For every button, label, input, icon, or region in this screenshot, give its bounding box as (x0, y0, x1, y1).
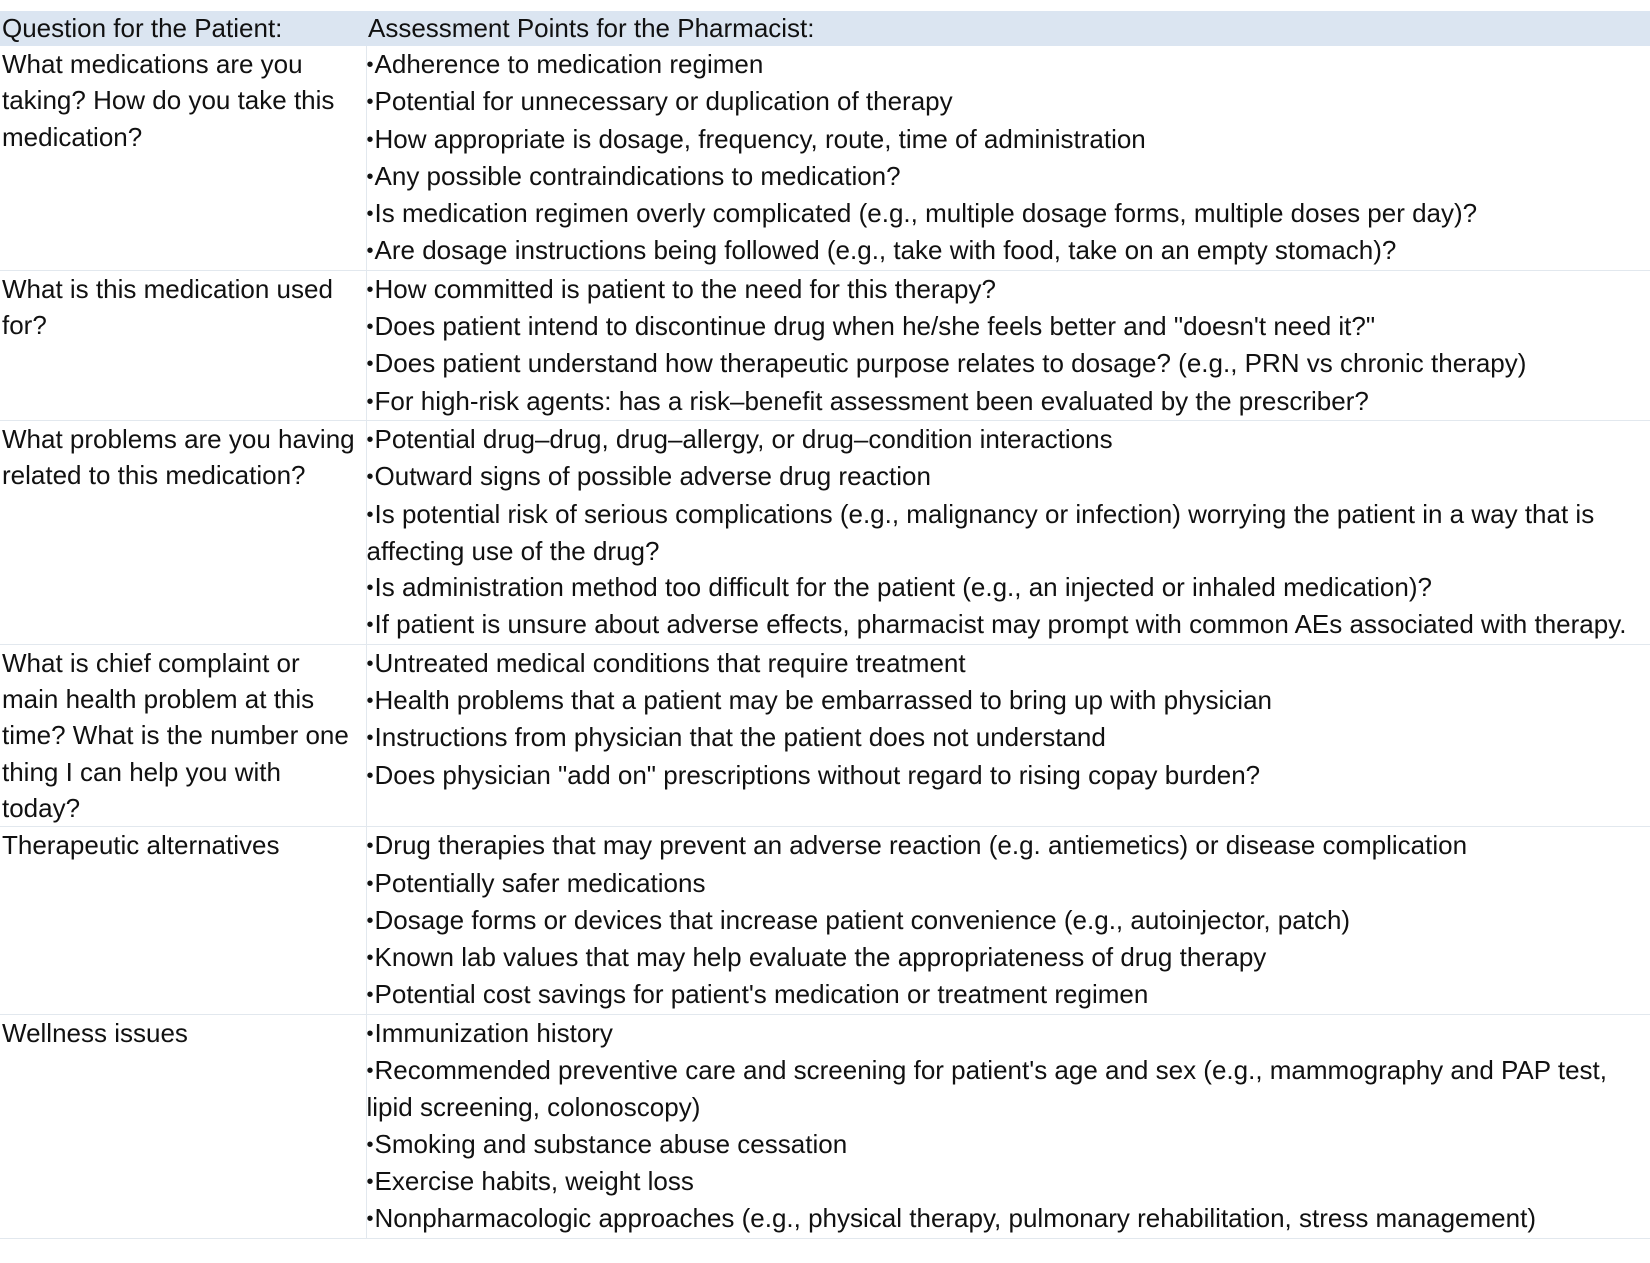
bullet-icon: • (366, 1060, 374, 1083)
table-row (0, 46, 1650, 270)
bullet-icon: • (366, 577, 374, 600)
bullet-icon: • (366, 316, 374, 339)
bullet-icon: • (366, 835, 374, 858)
assessment-point-text: Untreated medical conditions that require treatment (374, 647, 966, 678)
bullet-icon: • (366, 91, 374, 114)
assessment-point (367, 232, 1631, 269)
bullet-icon: • (366, 1022, 374, 1045)
assessment-point-text: Immunization history (374, 1017, 613, 1048)
bullet-icon: • (366, 947, 374, 970)
assessment-point-text: If patient is unsure about adverse effects, pharmacist may prompt with common AEs associated with therapy. (374, 609, 1627, 640)
bullet-icon: • (366, 390, 374, 413)
assessment-point (367, 158, 1631, 195)
bullet-icon: • (366, 353, 374, 376)
assessment-point (367, 345, 1631, 382)
assessment-point (367, 1015, 1631, 1052)
assessment-point (367, 1200, 1631, 1237)
bullet-icon: • (366, 1133, 374, 1156)
table-row (0, 1014, 1650, 1238)
assessment-point-list (367, 46, 1631, 270)
pharmacist-assessment-table (0, 11, 1650, 1239)
assessment-points (366, 270, 1650, 420)
patient-question: What is this medication used for? (0, 270, 366, 420)
assessment-point-text: Potential for unnecessary or duplication of therapy (374, 86, 953, 117)
patient-question: Wellness issues (0, 1014, 366, 1238)
assessment-point-text: Dosage forms or devices that increase patient convenience (e.g., autoinjector, patch) (374, 904, 1351, 935)
assessment-point-text: Potential drug–drug, drug–allergy, or drug–condition interactions (374, 423, 1113, 454)
assessment-point-text: Any possible contraindications to medication? (374, 160, 901, 191)
assessment-point-text: How committed is patient to the need for this therapy? (374, 273, 996, 304)
table-row (0, 270, 1650, 420)
patient-question: What is chief complaint or main health problem at this time? What is the number one thing I can help you with today? (0, 644, 366, 826)
bullet-icon: • (366, 614, 374, 637)
bullet-icon: • (366, 909, 374, 932)
assessment-point-text: Exercise habits, weight loss (374, 1165, 694, 1196)
patient-question: What problems are you having related to this medication? (0, 420, 366, 644)
bullet-icon: • (366, 764, 374, 787)
assessment-point-text: Is potential risk of serious complications (e.g., malignancy or infection) worrying the patient in a way that is affecting use of the drug? (366, 498, 1595, 566)
assessment-point-text: Are dosage instructions being followed (e.g., take with food, take on an empty stomach)? (374, 235, 1397, 266)
pharmacist-assessment-table-container (0, 11, 1650, 1239)
assessment-point (367, 757, 1631, 794)
header-question: Question for the Patient: (0, 11, 366, 46)
assessment-point (367, 902, 1631, 939)
assessment-point-text: Health problems that a patient may be embarrassed to bring up with physician (374, 685, 1272, 716)
assessment-point-text: Outward signs of possible adverse drug reaction (374, 461, 931, 492)
assessment-point (367, 271, 1631, 308)
assessment-point (367, 83, 1631, 120)
table-body (0, 46, 1650, 1238)
bullet-icon: • (366, 1208, 374, 1231)
bullet-icon: • (366, 466, 374, 489)
assessment-point (367, 569, 1631, 606)
table-row (0, 420, 1650, 644)
assessment-point-text: Does patient understand how therapeutic purpose relates to dosage? (e.g., PRN vs chronic therapy) (374, 348, 1527, 379)
assessment-point-text: Known lab values that may help evaluate the appropriateness of drug therapy (374, 942, 1267, 973)
assessment-point-text: Potential cost savings for patient's medication or treatment regimen (374, 979, 1149, 1010)
bullet-icon: • (366, 652, 374, 675)
bullet-icon: • (366, 278, 374, 301)
header-row (0, 11, 1650, 46)
assessment-point (367, 1052, 1631, 1126)
patient-question: Therapeutic alternatives (0, 827, 366, 1014)
bullet-icon: • (366, 128, 374, 151)
assessment-point (367, 308, 1631, 345)
assessment-point (367, 865, 1631, 902)
assessment-point-list (367, 421, 1631, 644)
assessment-point-list (367, 1015, 1631, 1238)
bullet-icon: • (366, 1170, 374, 1193)
assessment-point (367, 1163, 1631, 1200)
assessment-points (366, 1014, 1650, 1238)
bullet-icon: • (366, 727, 374, 750)
assessment-points (366, 420, 1650, 644)
bullet-icon: • (366, 690, 374, 713)
assessment-point (367, 46, 1631, 83)
assessment-point-text: Is medication regimen overly complicated (e.g., multiple dosage forms, multiple doses per day)? (374, 198, 1478, 229)
assessment-point-text: Drug therapies that may prevent an adverse reaction (e.g. antiemetics) or disease complication (374, 830, 1468, 861)
assessment-point-text: Smoking and substance abuse cessation (374, 1128, 848, 1159)
assessment-points (366, 827, 1650, 1014)
assessment-point (367, 195, 1631, 232)
bullet-icon: • (366, 872, 374, 895)
assessment-point (367, 682, 1631, 719)
assessment-point-list (367, 271, 1631, 420)
assessment-point (367, 458, 1631, 495)
assessment-point (367, 645, 1631, 682)
assessment-point-text: How appropriate is dosage, frequency, route, time of administration (374, 123, 1146, 154)
assessment-point-text: Does physician "add on" prescriptions without regard to rising copay burden? (374, 759, 1261, 790)
assessment-point-text: Instructions from physician that the patient does not understand (374, 722, 1106, 753)
assessment-point (367, 496, 1631, 570)
bullet-icon: • (366, 240, 374, 263)
bullet-icon: • (366, 428, 374, 451)
table-header (0, 11, 1650, 46)
bullet-icon: • (366, 503, 374, 526)
assessment-point-text: Adherence to medication regimen (374, 49, 764, 79)
table-row (0, 827, 1650, 1014)
assessment-point-text: For high-risk agents: has a risk–benefit assessment been evaluated by the prescriber? (374, 385, 1369, 416)
bullet-icon: • (366, 165, 374, 188)
table-row (0, 644, 1650, 826)
assessment-point (367, 421, 1631, 458)
bullet-icon: • (366, 54, 374, 76)
assessment-point-text: Nonpharmacologic approaches (e.g., physical therapy, pulmonary rehabilitation, stress management) (374, 1203, 1536, 1234)
assessment-point (367, 1126, 1631, 1163)
header-assessment: Assessment Points for the Pharmacist: (366, 11, 1650, 46)
assessment-point-text: Potentially safer medications (374, 867, 706, 898)
assessment-point (367, 719, 1631, 756)
assessment-point-list (367, 645, 1631, 794)
assessment-point (367, 383, 1631, 420)
assessment-point-list (367, 827, 1631, 1013)
assessment-point-text: Recommended preventive care and screening for patient's age and sex (e.g., mammography and PAP test, lipid screening, colonoscopy) (366, 1055, 1607, 1123)
assessment-points (366, 46, 1650, 270)
assessment-points (366, 644, 1650, 826)
bullet-icon: • (366, 203, 374, 226)
assessment-point (367, 976, 1631, 1013)
patient-question: What medications are you taking? How do you take this medication? (0, 46, 366, 270)
assessment-point (367, 606, 1631, 643)
assessment-point (367, 121, 1631, 158)
assessment-point (367, 939, 1631, 976)
bullet-icon: • (366, 984, 374, 1007)
assessment-point-text: Does patient intend to discontinue drug when he/she feels better and "doesn't need it?" (374, 311, 1376, 342)
assessment-point (367, 827, 1631, 864)
assessment-point-text: Is administration method too difficult for the patient (e.g., an injected or inhaled medication)? (374, 572, 1432, 603)
